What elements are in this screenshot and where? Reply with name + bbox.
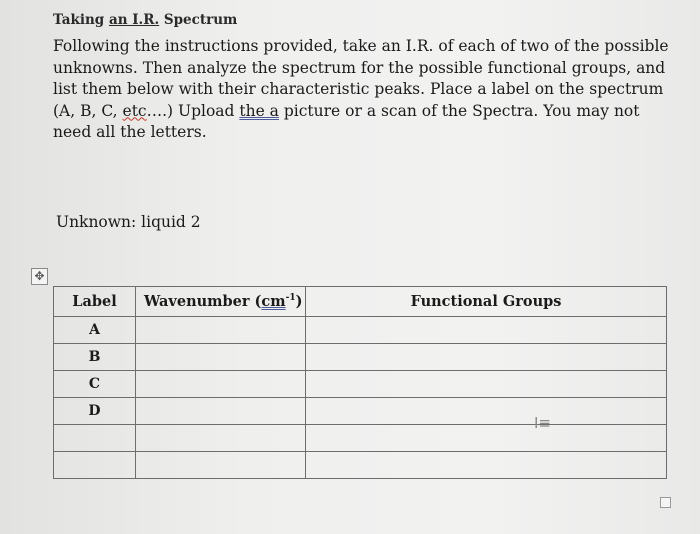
row-wavenumber-cell[interactable]	[136, 398, 306, 425]
header-wavenumber-prefix: Wavenumber (	[144, 293, 262, 310]
table-row	[54, 371, 667, 398]
table-row	[54, 317, 667, 344]
heading-prefix: Taking	[53, 12, 109, 28]
row-label-cell[interactable]: C	[54, 371, 136, 398]
header-wavenumber-unit: cm	[261, 293, 286, 310]
header-functional-groups[interactable]: Functional Groups	[306, 287, 667, 317]
row-wavenumber-cell[interactable]	[136, 425, 306, 452]
instructions-dbl: the a	[239, 101, 279, 120]
unknown-label: Unknown: liquid 2	[56, 213, 201, 231]
table-header-row	[54, 287, 667, 317]
heading-underlined: an I.R.	[108, 12, 160, 28]
row-wavenumber-cell[interactable]	[136, 317, 306, 344]
row-label-cell[interactable]: A	[54, 317, 136, 344]
table-row	[54, 425, 667, 452]
table-resize-handle-icon[interactable]	[660, 497, 671, 508]
row-functional-groups-cell[interactable]	[306, 371, 667, 398]
instructions-etc: etc	[122, 101, 147, 120]
row-functional-groups-cell[interactable]	[306, 317, 667, 344]
header-wavenumber-exp: -1	[285, 293, 296, 304]
row-functional-groups-cell[interactable]	[306, 452, 667, 479]
row-functional-groups-cell[interactable]	[306, 344, 667, 371]
table-row	[54, 398, 667, 425]
row-label-cell[interactable]	[54, 452, 136, 479]
move-cross-icon[interactable]: ✥	[31, 268, 48, 285]
row-label-cell[interactable]: D	[54, 398, 136, 425]
row-label-cell[interactable]: B	[54, 344, 136, 371]
instructions-part3: picture or a scan of the Spectra. You may not need all the letters.	[53, 101, 640, 141]
row-label-cell[interactable]	[54, 425, 136, 452]
header-wavenumber[interactable]	[136, 287, 306, 317]
row-wavenumber-cell[interactable]	[136, 371, 306, 398]
instructions-paragraph	[53, 36, 673, 144]
row-wavenumber-cell[interactable]	[136, 344, 306, 371]
text-cursor-icon: I≡	[534, 414, 551, 432]
instructions-part1: Following the instructions provided, take an I.R. of each of two of the possible unknowns. Then analyze the spectrum for the possible functional groups, and list them below with their characteristic peaks. Place a label on the spectrum (A, B, C,	[53, 37, 669, 120]
row-functional-groups-cell[interactable]	[306, 425, 667, 452]
row-functional-groups-cell[interactable]	[306, 398, 667, 425]
instructions-part2: ….) Upload	[146, 101, 240, 120]
header-wavenumber-suffix: )	[295, 293, 303, 310]
ir-table	[53, 286, 667, 479]
header-label[interactable]: Label	[54, 287, 136, 317]
table-row	[54, 452, 667, 479]
page-heading	[53, 12, 237, 28]
table-row	[54, 344, 667, 371]
row-wavenumber-cell[interactable]	[136, 452, 306, 479]
heading-suffix: Spectrum	[159, 12, 238, 28]
